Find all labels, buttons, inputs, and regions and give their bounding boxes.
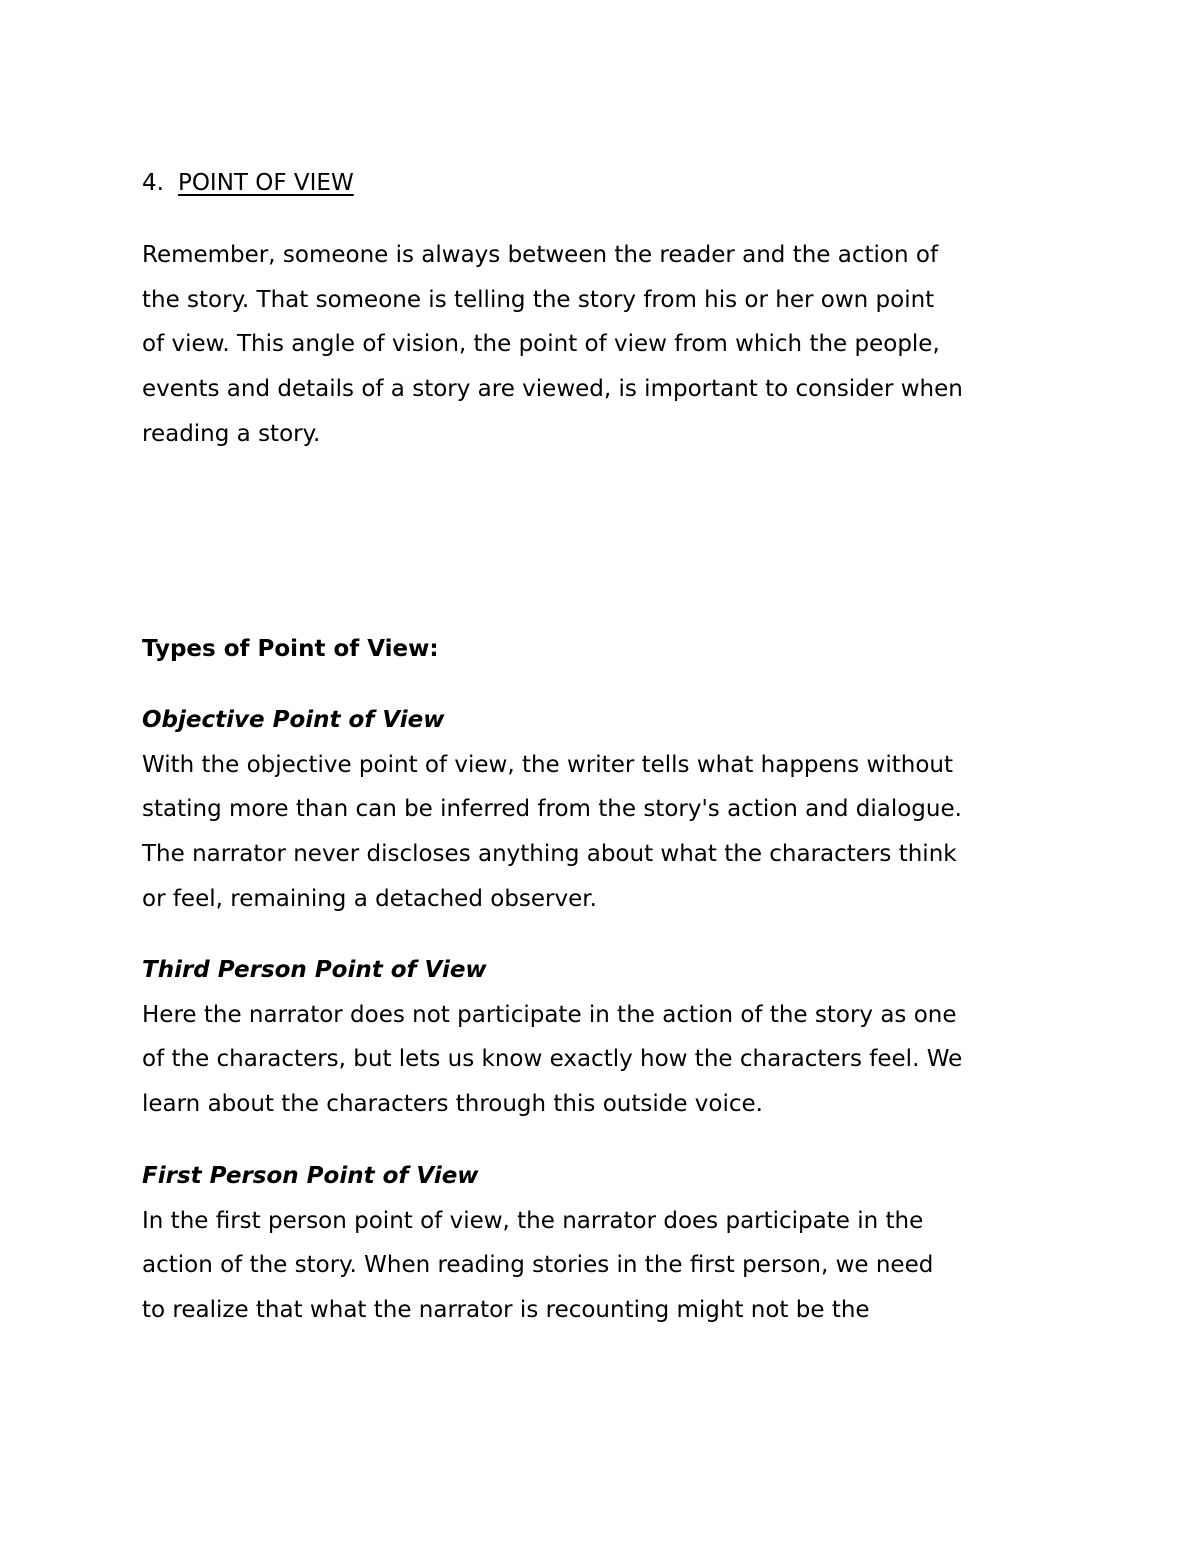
objective-title: Objective Point of View (142, 707, 445, 733)
first-person-section (142, 1154, 1062, 1333)
third-person-line: of the characters, but lets us know exactly how the characters feel. We (142, 1046, 963, 1073)
first-person-line: In the first person point of view, the narrator does participate in the (142, 1207, 924, 1234)
third-person-section (142, 948, 1062, 1127)
third-person-line: learn about the characters through this outside voice. (142, 1091, 763, 1118)
objective-line: The narrator never discloses anything about what the characters think (142, 841, 957, 868)
objective-line: stating more than can be inferred from the story's action and dialogue. (142, 796, 962, 823)
first-person-line: action of the story. When reading stories in the first person, we need (142, 1252, 934, 1279)
section-heading (142, 166, 354, 200)
objective-line: With the objective point of view, the writer tells what happens without (142, 751, 954, 778)
first-person-title: First Person Point of View (142, 1163, 479, 1189)
third-person-line: Here the narrator does not participate in the action of the story as one (142, 1001, 957, 1028)
objective-line: or feel, remaining a detached observer. (142, 885, 597, 912)
types-heading: Types of Point of View: (142, 636, 439, 662)
objective-section (142, 698, 1062, 922)
intro-line: reading a story. (142, 420, 321, 447)
third-person-title: Third Person Point of View (142, 957, 487, 983)
intro-line: of view. This angle of vision, the point of view from which the people, (142, 331, 940, 358)
intro-line: events and details of a story are viewed, is important to consider when (142, 376, 963, 403)
heading-number: 4. (142, 170, 164, 196)
heading-title: POINT OF VIEW (177, 170, 354, 196)
first-person-line: to realize that what the narrator is recounting might not be the (142, 1297, 870, 1324)
intro-line: the story. That someone is telling the story from his or her own point (142, 286, 935, 313)
intro-paragraph (142, 233, 1062, 457)
intro-line: Remember, someone is always between the reader and the action of (142, 242, 939, 268)
